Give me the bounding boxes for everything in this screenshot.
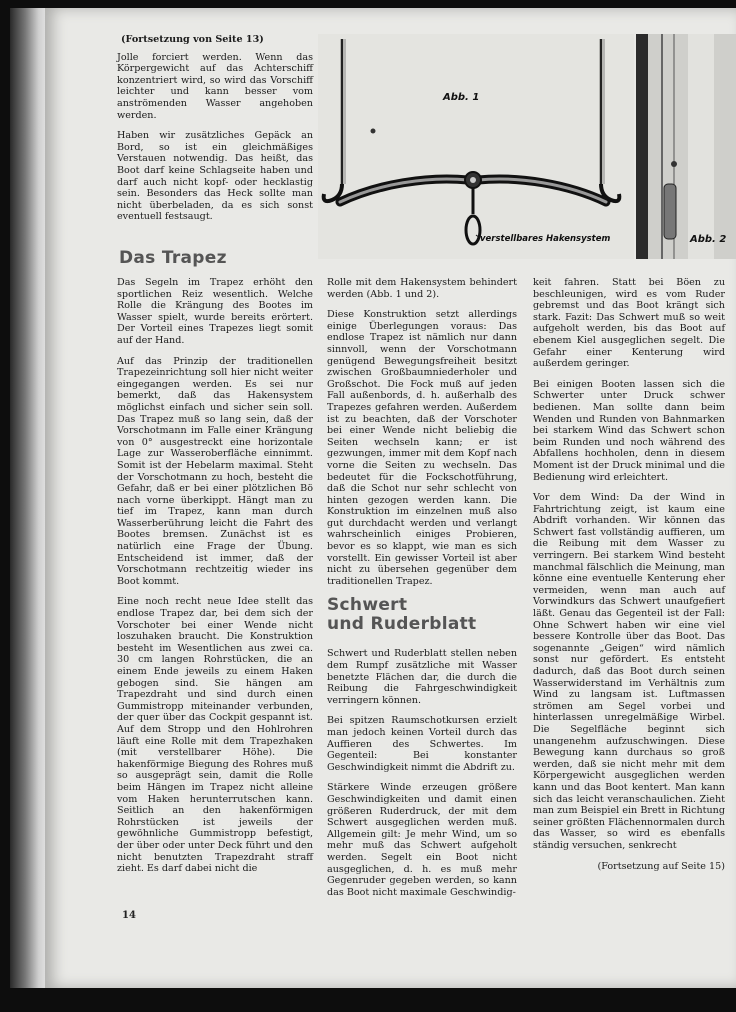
page-stack-edge <box>10 8 48 988</box>
text-column-3 <box>533 277 725 872</box>
paragraph: Rolle mit dem Hakensystem behindert werden (Abb. 1 und 2). <box>327 277 517 300</box>
paragraph: Stärkere Winde erzeugen größere Geschwindigkeiten und damit einen größeren Ruderdruck, der mit dem Schwert ausgeglichen werden muß. Allgemein gilt: Je mehr Wind, um so mehr muß das Schwert aufgeholt werden. Segelt ein Boot nicht ausgeglichen, d. h. es muß mehr Gegenruder gegeben werden, so kann das Boot nicht maximale Geschwindig- <box>327 782 517 898</box>
trapeze-hook-system-illustration <box>318 34 634 259</box>
heading-line: und Ruderblatt <box>327 614 477 635</box>
continued-from-note: (Fortsetzung von Seite 13) <box>121 34 264 45</box>
paragraph: Schwert und Ruderblatt stellen neben dem Rumpf zusätzliche mit Wasser benetzte Flächen dar, die durch die Reibung die Fahrgeschwindigkeit verringern können. <box>327 648 517 706</box>
text-column-1 <box>117 34 313 232</box>
section-heading-trapez: Das Trapez <box>119 248 227 268</box>
page-number: 14 <box>122 910 136 921</box>
trapeze-hook-photo-illustration <box>636 34 736 259</box>
paragraph: Diese Konstruktion setzt allerdings einige Überlegungen voraus: Das endlose Trapez ist nämlich nur dann sinnvoll, wenn der Vorschotmann genügend Bewegungsfreiheit besitzt zwischen Großbaumniederholer und Großschot. Die Fock muß auf jeden Fall außenbords, d. h. außerhalb des Trapezes gefahren werden. Außerdem ist zu beachten, daß der Vorschoter bei einer Wende nicht beliebig die Seiten wechseln kann; er ist gezwungen, immer mit dem Kopf nach vorne die Seiten zu wechseln. Das bedeutet für die Fockschotführung, daß die Schot nur sehr schlecht von hinten gezogen werden kann. Die Konstruktion im einzelnen muß also gut durchdacht werden und verlangt wahrscheinlich einiges Probieren, bevor es so klappt, wie man es sich vorstellt. Ein gewisser Vorteil ist aber nicht zu übersehen gegenüber dem traditionellen Trapez. <box>327 309 517 587</box>
paragraph: Auf das Prinzip der traditionellen Trapezeinrichtung soll hier nicht weiter eingegangen werden. Es sei nur bemerkt, daß das Hakensystem möglichst einfach und sicher sein soll. Das Trapez muß so lang sein, daß der Vorschotmann im Falle einer Krängung von 0° ausgestreckt eine horizontale Lage zur Wasseroberfläche einnimmt. Somit ist der Hebelarm maximal. Steht der Vorschotmann zu hoch, besteht die Gefahr, daß er bei einer plötzlichen Bö nach vorne überkippt. Hängt man zu tief im Trapez, kann man durch Wasserberührung leicht die Fahrt des Bootes bremsen. Zunächst ist es natürlich eine Frage der Übung. Entscheidend ist immer, daß der Vorschotmann rechtzeitig wieder ins Boot kommt. <box>117 355 313 587</box>
heading-line: Schwert <box>327 595 408 616</box>
paragraph: Haben wir zusätzliches Gepäck an Bord, so ist ein gleichmäßiges Verstauen notwendig. Das heißt, das Boot darf keine Schlagseite haben und darf auch nicht kopf- oder hecklastig sein. Besonders das Heck sollte man nicht überbeladen, da es sich sonst eventuell festsaugt. <box>117 130 313 223</box>
paragraph: Bei spitzen Raumschotkursen erzielt man jedoch keinen Vorteil durch das Auffieren des Schwertes. Im Gegenteil: Bei konstanter Geschwindigkeit nimmt die Abdrift zu. <box>327 715 517 773</box>
paragraph: Jolle forciert werden. Wenn das Körpergewicht auf das Achterschiff konzentriert wird, so wird das Vorschiff leichter und kann besser vom anströmenden Wasser angehoben werden. <box>117 51 313 121</box>
paragraph: Vor dem Wind: Da der Wind in Fahrtrichtung zeigt, ist kaum eine Abdrift vorhanden. Wir können das Schwert fast vollständig auffieren, um die Reibung mit dem Wasser zu verringern. Bei starkem Wind besteht manchmal fälschlich die Meinung, man könne eine eventuelle Kenterung eher vermeiden, wenn man auch auf Vorwindkurs das Schwert unaufgefiert läßt. Genau das Gegenteil ist der Fall: Ohne Schwert haben wir eine viel bessere Kontrolle über das Boot. Das sogenannte „Geigen“ wird nämlich sonst nur gefördert. Es entsteht dadurch, daß das Boot durch seinen Wasserwiderstand im Verhältnis zum Wind zu langsam ist. Luftmassen strömen am Segel vorbei und hinterlassen unregelmäßige Wirbel. Die Segelfläche beginnt sich unangenehm aufzuschwingen. Diese Bewegung kann durchaus so groß werden, daß sie nicht mehr mit dem Körpergewicht ausgeglichen werden kann und das Boot kentert. Man kann sich das leicht veranschaulichen. Zieht man zum Beispiel ein Brett in Richtung seiner größten Flächennormalen durch das Wasser, so wird es ebenfalls ständig versuchen, senkrecht <box>533 492 725 851</box>
section-heading-schwert <box>327 596 517 634</box>
paragraph: Bei einigen Booten lassen sich die Schwerter unter Druck schwer bedienen. Man sollte dann beim Wenden und Runden von Bahnmarken bei starkem Wind das Schwert schon beim Runden und noch während des Abfallens hochholen, denn in diesem Moment ist der Druck minimal und die Bedienung wird erleichtert. <box>533 378 725 483</box>
text-column-1-lower <box>117 277 313 884</box>
figure-1-caption: verstellbares Hakensystem <box>480 234 611 244</box>
paragraph: Das Segeln im Trapez erhöht den sportlichen Reiz wesentlich. Welche Rolle die Krängung des Bootes im Wasser spielt, wurde bereits erörtert. Der Vorteil eines Trapezes liegt somit auf der Hand. <box>117 277 313 346</box>
figure-1-label: Abb. 1 <box>443 92 480 103</box>
figure-area <box>318 34 736 259</box>
text-column-2 <box>327 277 517 907</box>
paragraph: Eine noch recht neue Idee stellt das endlose Trapez dar, bei dem sich der Vorschoter bei einer Wende nicht loszuhaken braucht. Die Konstruktion besteht im Wesentlichen aus zwei ca. 30 cm langen Rohrstücken, die an einem Ende jeweils zu einem Haken gebogen sind. Sie hängen am Trapezdraht und sind durch einen Gummistropp miteinander verbunden, der quer über das Cockpit gespannt ist. Auf dem Stropp und den Hohlrohren läuft eine Rolle mit dem Trapezhaken (mit verstellbarer Höhe). Die hakenförmige Biegung des Rohres muß so ausgeprägt sein, damit die Rolle beim Hängen im Trapez nicht alleine vom Haken herunterrutschen kann. Seitlich an den hakenförmigen Rohrstücken ist jeweils der gewöhnliche Gummistropp befestigt, der über oder unter Deck führt und den nicht benutzten Trapezdraht straff zieht. Es darf dabei nicht die <box>117 596 313 875</box>
paragraph: keit fahren. Statt bei Böen zu beschleunigen, wird es vom Ruder gebremst und das Boot krängt sich stark. Fazit: Das Schwert muß so weit aufgeholt werden, bis das Boot auf ebenem Kiel ausgeglichen segelt. Die Gefahr einer Kenterung wird außerdem geringer. <box>533 277 725 370</box>
continued-on-note: (Fortsetzung auf Seite 15) <box>597 860 725 872</box>
figure-2-label: Abb. 2 <box>690 234 727 245</box>
